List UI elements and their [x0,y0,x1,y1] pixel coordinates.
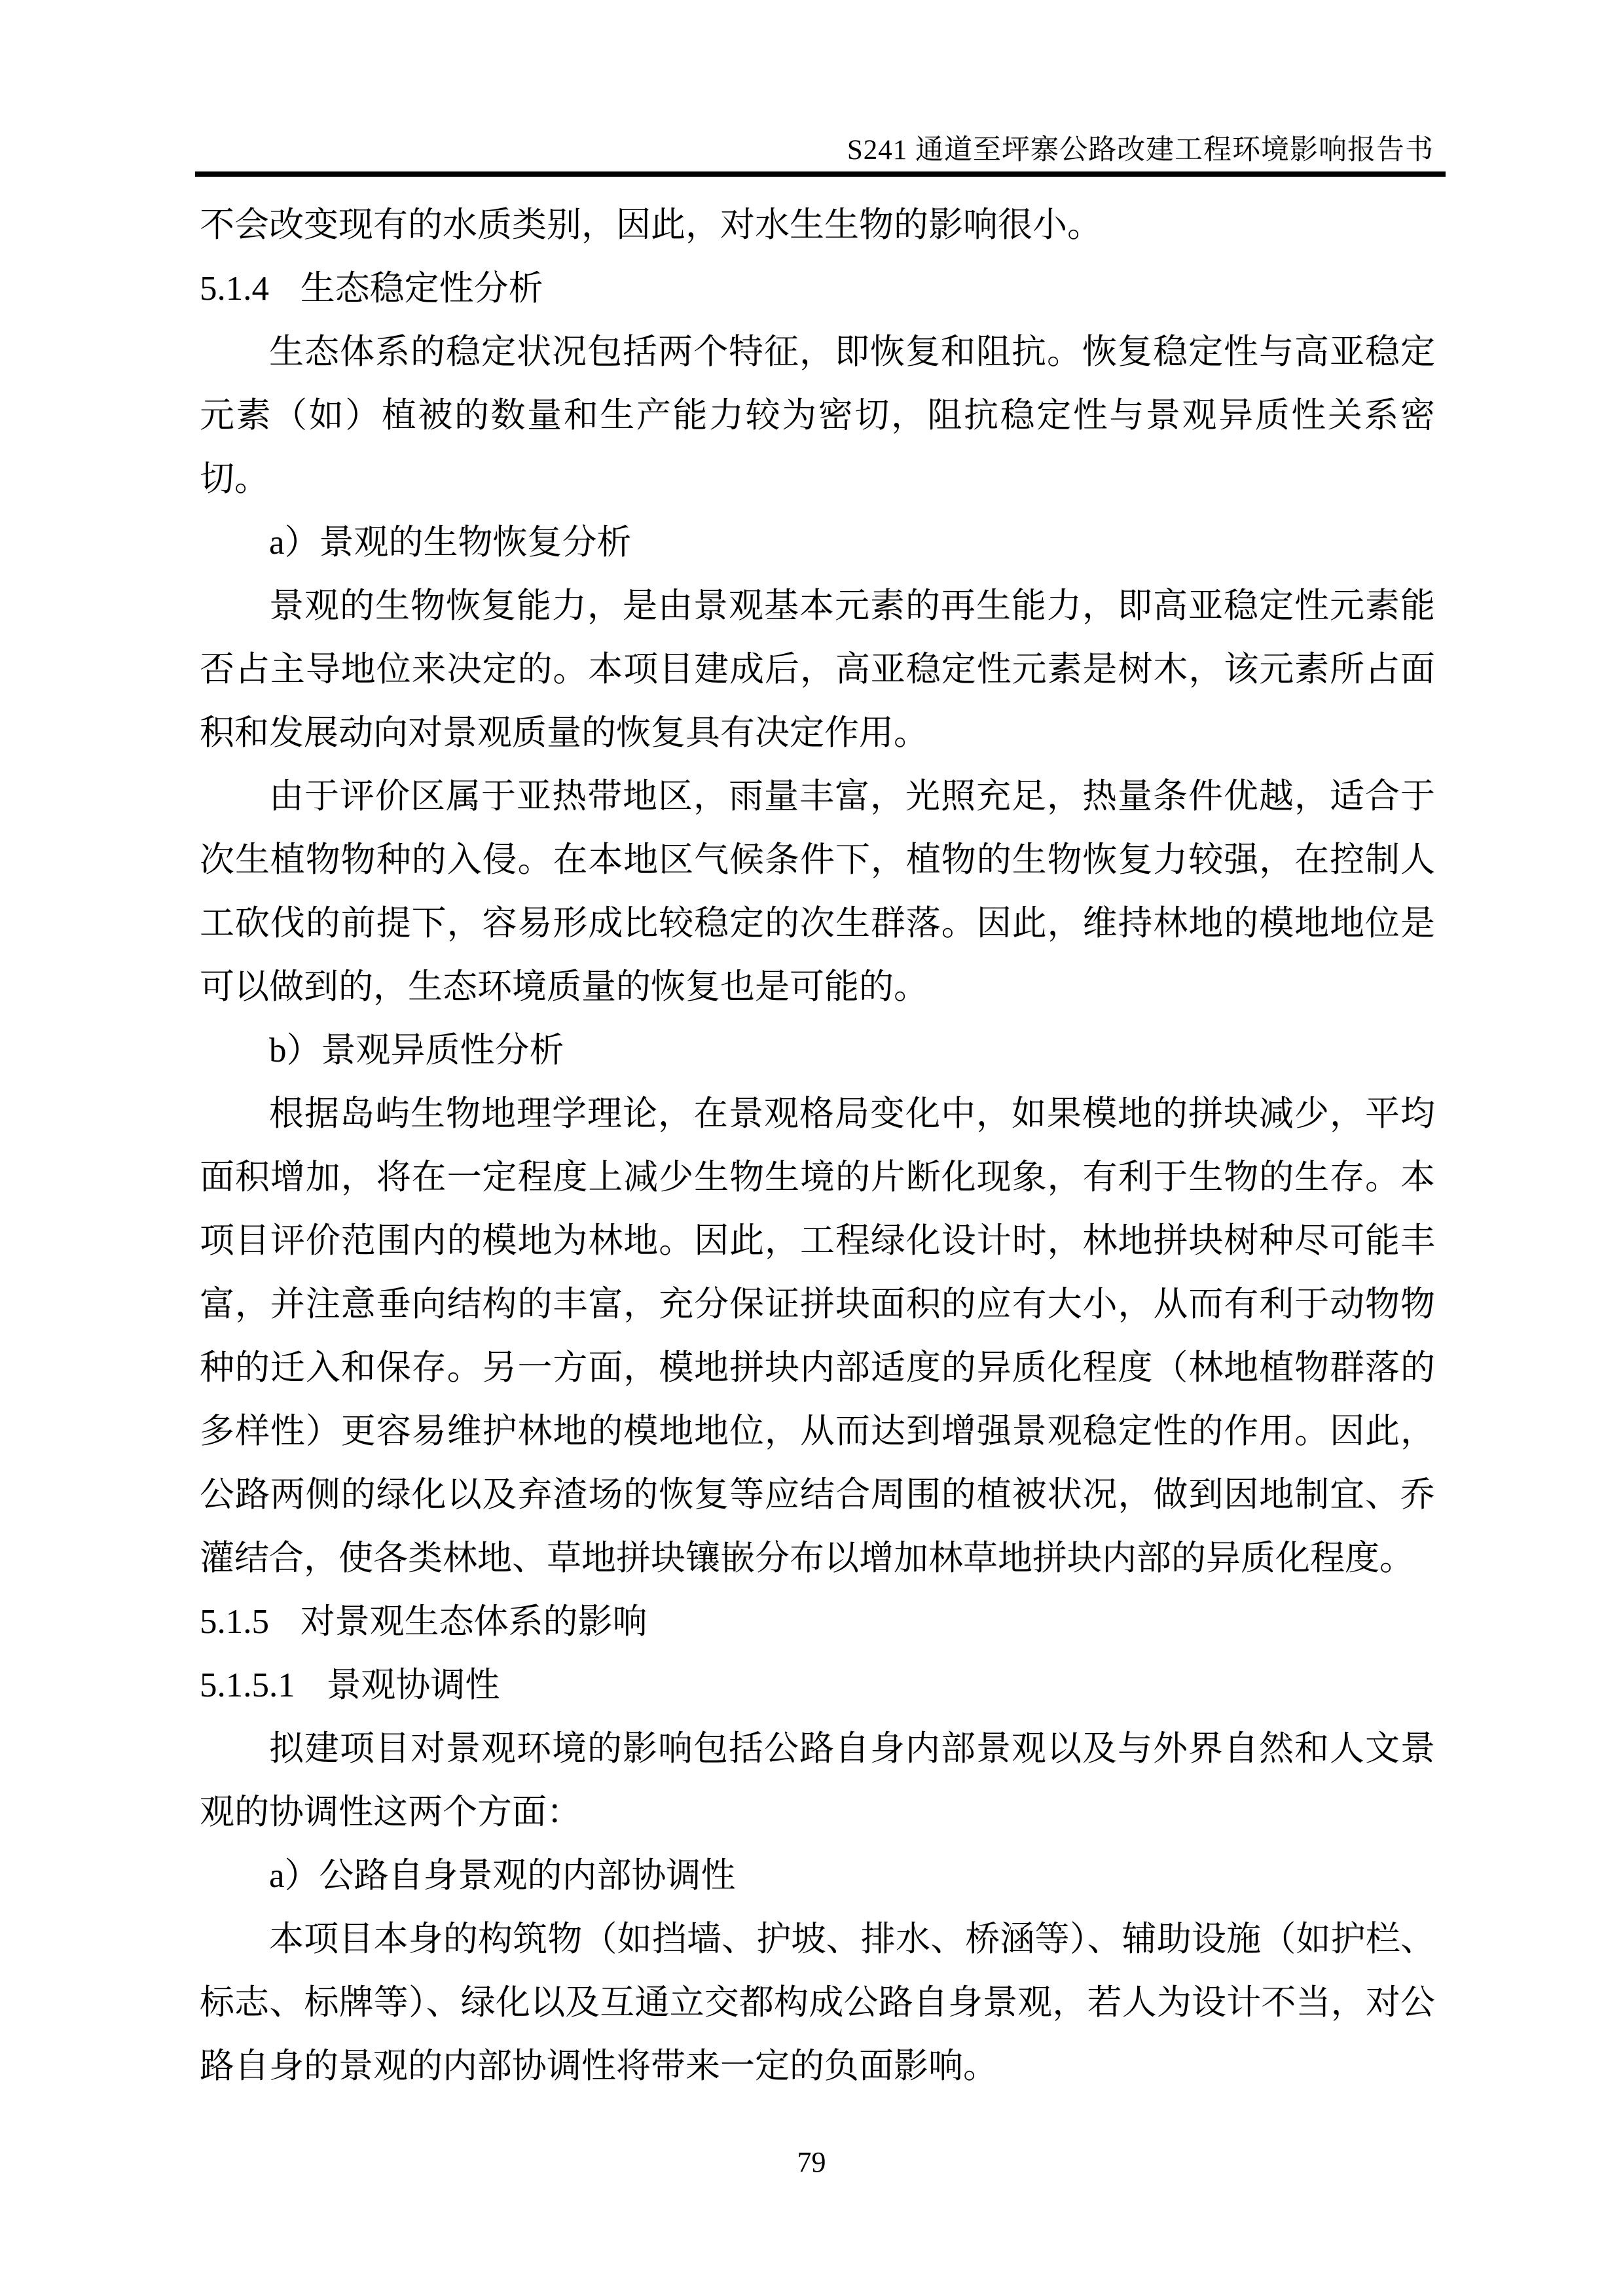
document-body [200,194,1435,2098]
section-title: 景观协调性 [326,1666,500,1704]
section-number: 5.1.4 [200,270,269,308]
paragraph-road-structures: 本项目本身的构筑物（如挡墙、护坡、排水、桥涵等）、辅助设施（如护栏、标志、标牌等）、绿化以及互通立交都构成公路自身景观，若人为设计不当，对公路自身的景观的内部协调性将带来一定的负面影响。 [200,1920,1435,2085]
subheading-b-heterogeneity: b）景观异质性分析 [269,1031,564,1069]
section-title: 生态稳定性分析 [300,270,543,308]
section-heading-5-1-4 [200,257,1435,321]
section-title: 对景观生态体系的影响 [300,1603,647,1641]
paragraph-water-quality: 不会改变现有的水质类别，因此，对水生生物的影响很小。 [200,206,1102,244]
header-title: S241 通道至坪寨公路改建工程环境影响报告书 [847,135,1434,166]
section-number: 5.1.5.1 [200,1666,295,1704]
page-footer [0,2145,1623,2179]
paragraph-island-biogeography: 根据岛屿生物地理学理论，在景观格局变化中，如果模地的拼块减少，平均面积增加，将在一定程度上减少生物生境的片断化现象，有利于生物的生存。本项目评价范围内的模地为林地。因此，工程绿化设计时，林地拼块树种尽可能丰富，并注意垂向结构的丰富，充分保证拼块面积的应有大小，从而有利于动物物种的迁入和保存。另一方面，模地拼块内部适度的异质化程度（林地植物群落的多样性）更容易维护林地的模地地位，从而达到增强景观稳定性的作用。因此，公路两侧的绿化以及弃渣场的恢复等应结合周围的植被状况，做到因地制宜、乔灌结合，使各类林地、草地拼块镶嵌分布以增加林草地拼块内部的异质化程度。 [200,1095,1435,1577]
page-number: 79 [797,2146,826,2178]
subheading-a-internal-coordination: a）公路自身景观的内部协调性 [269,1857,736,1895]
paragraph-landscape-impact-scope: 拟建项目对景观环境的影响包括公路自身内部景观以及与外界自然和人文景观的协调性这两个方面： [200,1730,1435,1831]
subheading-a-bio-recovery: a）景观的生物恢复分析 [269,524,632,562]
section-heading-5-1-5-1 [200,1654,1435,1717]
section-number: 5.1.5 [200,1603,269,1641]
section-heading-5-1-5 [200,1590,1435,1654]
paragraph-bio-recovery-capability: 景观的生物恢复能力，是由景观基本元素的再生能力，即高亚稳定性元素能否占主导地位来决定的。本项目建成后，高亚稳定性元素是树木，该元素所占面积和发展动向对景观质量的恢复具有决定作用。 [200,587,1435,752]
paragraph-subtropical-region: 由于评价区属于亚热带地区，雨量丰富，光照充足，热量条件优越，适合于次生植物物种的入侵。在本地区气候条件下，植物的生物恢复力较强，在控制人工砍伐的前提下，容易形成比较稳定的次生群落。因此，维持林地的模地地位是可以做到的，生态环境质量的恢复也是可能的。 [200,778,1435,1006]
paragraph-stability-features: 生态体系的稳定状况包括两个特征，即恢复和阻抗。恢复稳定性与高亚稳定元素（如）植被的数量和生产能力较为密切，阻抗稳定性与景观异质性关系密切。 [200,333,1435,498]
header-rule [195,171,1446,177]
